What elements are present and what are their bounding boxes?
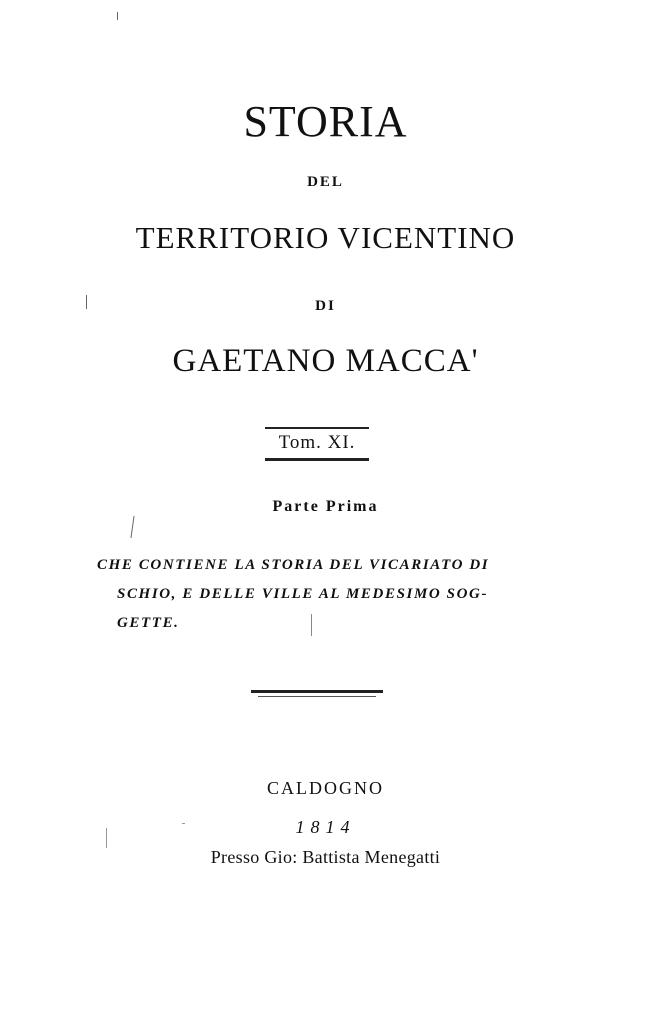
imprint-printer: Presso Gio: Battista Menegatti bbox=[210, 847, 441, 867]
connector-del: DEL bbox=[307, 174, 344, 190]
book-title: STORIA bbox=[243, 97, 408, 146]
imprint-year: 1814 bbox=[295, 817, 356, 837]
scan-mark bbox=[182, 823, 185, 824]
book-subject: TERRITORIO VICENTINO bbox=[135, 220, 516, 255]
scan-mark bbox=[86, 295, 87, 309]
description-line-1: CHE CONTIENE LA STORIA DEL VICARIATO DI bbox=[97, 557, 490, 573]
scan-mark bbox=[117, 12, 118, 20]
author-name: GAETANO MACCA' bbox=[172, 343, 479, 379]
ornamental-rule-thin bbox=[258, 696, 376, 697]
part-label: Parte Prima bbox=[272, 498, 379, 515]
scan-mark bbox=[311, 614, 312, 636]
ornamental-rule bbox=[251, 690, 383, 693]
scan-mark bbox=[130, 516, 134, 538]
imprint-place: CALDOGNO bbox=[267, 778, 384, 798]
volume-label: Tom. XI. bbox=[265, 427, 369, 461]
part-description bbox=[97, 551, 543, 638]
description-line-3: GETTE. bbox=[117, 615, 180, 631]
description-line-2: SCHIO, E DELLE VILLE AL MEDESIMO SOG- bbox=[117, 586, 489, 602]
connector-di: DI bbox=[315, 298, 336, 314]
scan-mark bbox=[106, 828, 107, 848]
